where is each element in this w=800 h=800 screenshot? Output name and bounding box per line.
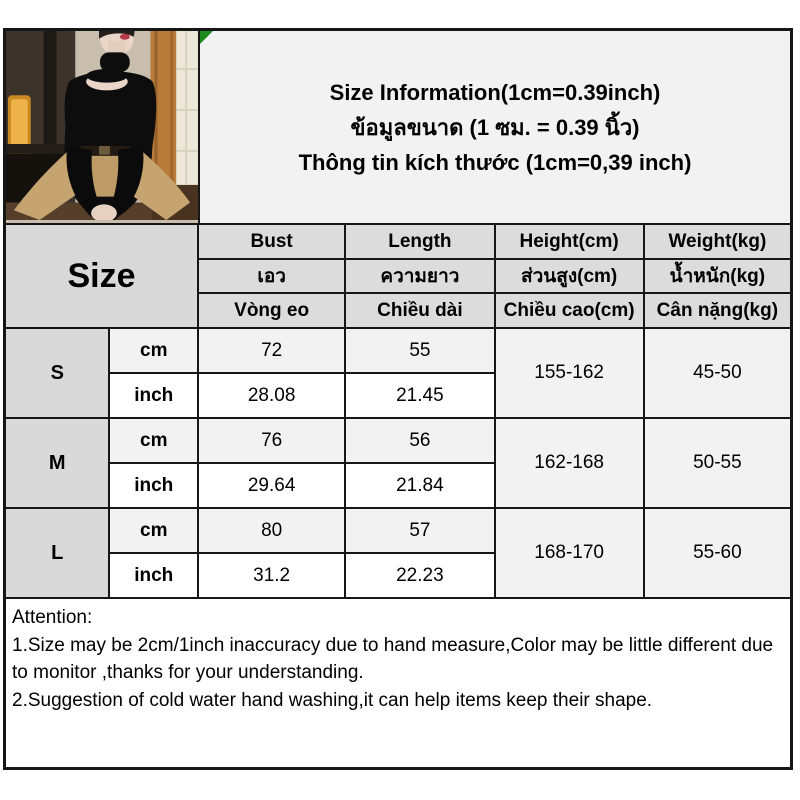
col-header-length-th: ความยาว: [346, 260, 493, 292]
size-header-cell: Size: [6, 225, 197, 327]
cell-corner-marker-icon: [200, 31, 213, 44]
col-header-bust-th: เอว: [199, 260, 344, 292]
m-weight: 50-55: [645, 419, 790, 507]
s-weight: 45-50: [645, 329, 790, 417]
unit-cm-label-l: cm: [110, 509, 197, 552]
col-header-weight-th: น้ำหนัก(kg): [645, 260, 790, 292]
size-l-label: L: [6, 509, 108, 597]
title-thai: ข้อมูลขนาด (1 ซม. = 0.39 นิ้ว): [350, 114, 640, 140]
unit-cm-label-m: cm: [110, 419, 197, 462]
s-height: 155-162: [496, 329, 643, 417]
l-weight: 55-60: [645, 509, 790, 597]
col-header-height-th: ส่วนสูง(cm): [496, 260, 643, 292]
l-length-cm: 57: [346, 509, 493, 552]
l-bust-inch: 31.2: [199, 554, 344, 597]
header-row: [6, 31, 790, 225]
col-header-length-en: Length: [346, 225, 493, 258]
size-m-label: M: [6, 419, 108, 507]
m-height: 162-168: [496, 419, 643, 507]
s-bust-inch: 28.08: [199, 374, 344, 417]
col-header-bust-en: Bust: [199, 225, 344, 258]
m-length-inch: 21.84: [346, 464, 493, 507]
l-length-inch: 22.23: [346, 554, 493, 597]
col-header-bust-vi: Vòng eo: [199, 294, 344, 327]
m-length-cm: 56: [346, 419, 493, 462]
l-height: 168-170: [496, 509, 643, 597]
unit-cm-label-s: cm: [110, 329, 197, 372]
title-vietnamese: Thông tin kích thước (1cm=0,39 inch): [298, 149, 692, 175]
size-s-label: S: [6, 329, 108, 417]
col-header-height-en: Height(cm): [496, 225, 643, 258]
attention-note-2: 2.Suggestion of cold water hand washing,it can help items keep their shape.: [12, 689, 653, 711]
m-bust-cm: 76: [199, 419, 344, 462]
size-table: [6, 225, 790, 597]
l-bust-cm: 80: [199, 509, 344, 552]
attention-section: [6, 597, 790, 767]
unit-inch-label-m: inch: [110, 464, 197, 507]
attention-note-1: 1.Size may be 2cm/1inch inaccuracy due to hand measure,Color may be little different due to monitor ,thanks for your understanding.: [12, 634, 774, 683]
s-bust-cm: 72: [199, 329, 344, 372]
product-photo: [6, 31, 200, 223]
model-photo-illustration: [6, 31, 198, 220]
col-header-weight-en: Weight(kg): [645, 225, 790, 258]
title-cell: [200, 31, 790, 223]
title-english: Size Information(1cm=0.39inch): [329, 79, 661, 105]
col-header-height-vi: Chiều cao(cm): [496, 294, 643, 327]
size-chart-frame: [3, 28, 793, 770]
m-bust-inch: 29.64: [199, 464, 344, 507]
unit-inch-label-s: inch: [110, 374, 197, 417]
col-header-weight-vi: Cân nặng(kg): [645, 294, 790, 327]
s-length-cm: 55: [346, 329, 493, 372]
col-header-length-vi: Chiều dài: [346, 294, 493, 327]
s-length-inch: 21.45: [346, 374, 493, 417]
unit-inch-label-l: inch: [110, 554, 197, 597]
attention-heading: Attention:: [12, 607, 93, 628]
